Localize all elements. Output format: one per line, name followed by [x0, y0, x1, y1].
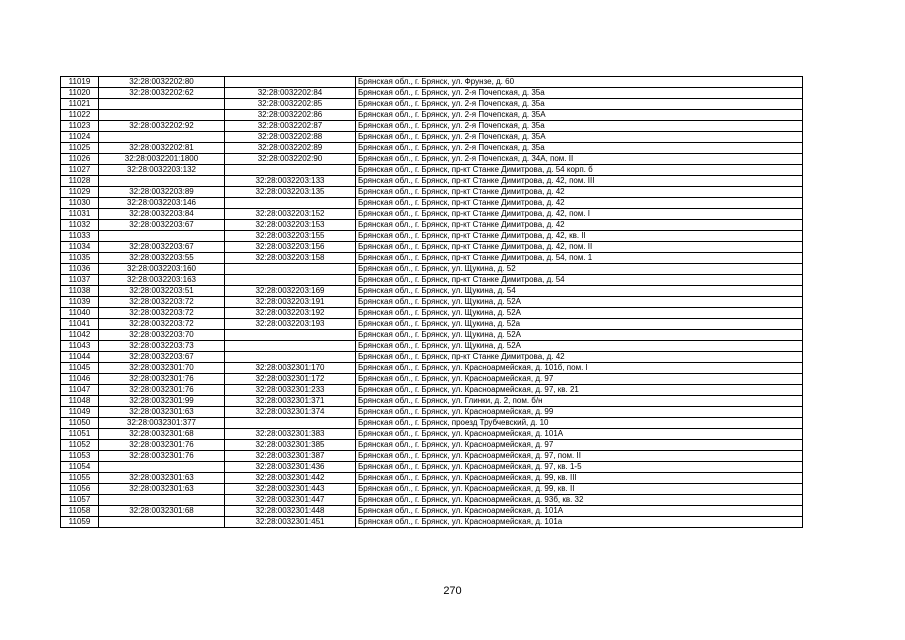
- table-row: [61, 110, 803, 121]
- object-cadastral-number-cell: 32:28:0032203:158: [225, 253, 356, 264]
- row-number-cell: 11042: [61, 330, 99, 341]
- register-table-body: [61, 77, 803, 528]
- row-number-cell: 11055: [61, 473, 99, 484]
- table-row: [61, 132, 803, 143]
- address-cell: Брянская обл., г. Брянск, ул. 2-я Почепская, д. 35а: [356, 121, 803, 132]
- row-number-cell: 11033: [61, 231, 99, 242]
- address-cell: Брянская обл., г. Брянск, ул. Глинки, д. 2, пом. б/н: [356, 396, 803, 407]
- object-cadastral-number-cell: 32:28:0032301:374: [225, 407, 356, 418]
- object-cadastral-number-cell: 32:28:0032202:87: [225, 121, 356, 132]
- object-cadastral-number-cell: 32:28:0032202:88: [225, 132, 356, 143]
- row-number-cell: 11022: [61, 110, 99, 121]
- parent-cadastral-number-cell: 32:28:0032203:55: [99, 253, 225, 264]
- parent-cadastral-number-cell: 32:28:0032203:67: [99, 242, 225, 253]
- parent-cadastral-number-cell: 32:28:0032203:72: [99, 297, 225, 308]
- parent-cadastral-number-cell: 32:28:0032301:76: [99, 385, 225, 396]
- object-cadastral-number-cell: 32:28:0032301:385: [225, 440, 356, 451]
- object-cadastral-number-cell: 32:28:0032203:135: [225, 187, 356, 198]
- row-number-cell: 11059: [61, 517, 99, 528]
- row-number-cell: 11054: [61, 462, 99, 473]
- address-cell: Брянская обл., г. Брянск, ул. Щукина, д. 52А: [356, 341, 803, 352]
- parent-cadastral-number-cell: 32:28:0032202:62: [99, 88, 225, 99]
- table-row: [61, 176, 803, 187]
- row-number-cell: 11044: [61, 352, 99, 363]
- object-cadastral-number-cell: 32:28:0032301:442: [225, 473, 356, 484]
- object-cadastral-number-cell: 32:28:0032202:85: [225, 99, 356, 110]
- parent-cadastral-number-cell: [99, 99, 225, 110]
- parent-cadastral-number-cell: 32:28:0032203:67: [99, 220, 225, 231]
- object-cadastral-number-cell: 32:28:0032203:133: [225, 176, 356, 187]
- object-cadastral-number-cell: 32:28:0032202:90: [225, 154, 356, 165]
- row-number-cell: 11058: [61, 506, 99, 517]
- object-cadastral-number-cell: [225, 330, 356, 341]
- table-row: [61, 407, 803, 418]
- parent-cadastral-number-cell: 32:28:0032203:84: [99, 209, 225, 220]
- parent-cadastral-number-cell: 32:28:0032201:1800: [99, 154, 225, 165]
- address-cell: Брянская обл., г. Брянск, ул. Красноармейская, д. 97, пом. II: [356, 451, 803, 462]
- object-cadastral-number-cell: 32:28:0032301:172: [225, 374, 356, 385]
- address-cell: Брянская обл., г. Брянск, пр-кт Станке Димитрова, д. 42, кв. II: [356, 231, 803, 242]
- row-number-cell: 11031: [61, 209, 99, 220]
- row-number-cell: 11051: [61, 429, 99, 440]
- row-number-cell: 11041: [61, 319, 99, 330]
- address-cell: Брянская обл., г. Брянск, ул. 2-я Почепская, д. 35А: [356, 110, 803, 121]
- table-row: [61, 286, 803, 297]
- page-number: 270: [443, 585, 462, 597]
- row-number-cell: 11027: [61, 165, 99, 176]
- parent-cadastral-number-cell: 32:28:0032301:76: [99, 440, 225, 451]
- address-cell: Брянская обл., г. Брянск, ул. Щукина, д. 52А: [356, 308, 803, 319]
- table-row: [61, 264, 803, 275]
- row-number-cell: 11019: [61, 77, 99, 88]
- table-row: [61, 154, 803, 165]
- parent-cadastral-number-cell: 32:28:0032203:73: [99, 341, 225, 352]
- address-cell: Брянская обл., г. Брянск, ул. Красноармейская, д. 97, кв. 21: [356, 385, 803, 396]
- parent-cadastral-number-cell: [99, 132, 225, 143]
- row-number-cell: 11053: [61, 451, 99, 462]
- table-row: [61, 308, 803, 319]
- object-cadastral-number-cell: [225, 77, 356, 88]
- object-cadastral-number-cell: [225, 418, 356, 429]
- parent-cadastral-number-cell: [99, 462, 225, 473]
- row-number-cell: 11049: [61, 407, 99, 418]
- address-cell: Брянская обл., г. Брянск, ул. 2-я Почепская, д. 35а: [356, 143, 803, 154]
- object-cadastral-number-cell: [225, 165, 356, 176]
- address-cell: Брянская обл., г. Брянск, ул. Красноармейская, д. 101б, пом. I: [356, 363, 803, 374]
- object-cadastral-number-cell: [225, 198, 356, 209]
- table-row: [61, 77, 803, 88]
- address-cell: Брянская обл., г. Брянск, пр-кт Станке Димитрова, д. 54 корп. б: [356, 165, 803, 176]
- address-cell: Брянская обл., г. Брянск, ул. Красноармейская, д. 97: [356, 374, 803, 385]
- row-number-cell: 11056: [61, 484, 99, 495]
- row-number-cell: 11025: [61, 143, 99, 154]
- address-cell: Брянская обл., г. Брянск, ул. Красноармейская, д. 97: [356, 440, 803, 451]
- parent-cadastral-number-cell: 32:28:0032301:63: [99, 407, 225, 418]
- row-number-cell: 11048: [61, 396, 99, 407]
- object-cadastral-number-cell: 32:28:0032301:383: [225, 429, 356, 440]
- table-row: [61, 165, 803, 176]
- row-number-cell: 11039: [61, 297, 99, 308]
- object-cadastral-number-cell: 32:28:0032203:169: [225, 286, 356, 297]
- table-row: [61, 363, 803, 374]
- address-cell: Брянская обл., г. Брянск, пр-кт Станке Димитрова, д. 54, пом. 1: [356, 253, 803, 264]
- row-number-cell: 11034: [61, 242, 99, 253]
- address-cell: Брянская обл., г. Брянск, ул. Красноармейская, д. 99: [356, 407, 803, 418]
- table-row: [61, 341, 803, 352]
- object-cadastral-number-cell: 32:28:0032203:155: [225, 231, 356, 242]
- table-row: [61, 517, 803, 528]
- parent-cadastral-number-cell: 32:28:0032301:76: [99, 374, 225, 385]
- table-row: [61, 88, 803, 99]
- address-cell: Брянская обл., г. Брянск, ул. Красноармейская, д. 99, кв. III: [356, 473, 803, 484]
- parent-cadastral-number-cell: 32:28:0032203:67: [99, 352, 225, 363]
- row-number-cell: 11029: [61, 187, 99, 198]
- parent-cadastral-number-cell: 32:28:0032203:51: [99, 286, 225, 297]
- object-cadastral-number-cell: 32:28:0032203:192: [225, 308, 356, 319]
- object-cadastral-number-cell: [225, 275, 356, 286]
- parent-cadastral-number-cell: 32:28:0032202:92: [99, 121, 225, 132]
- object-cadastral-number-cell: 32:28:0032203:156: [225, 242, 356, 253]
- table-row: [61, 121, 803, 132]
- table-row: [61, 231, 803, 242]
- table-row: [61, 473, 803, 484]
- table-row: [61, 484, 803, 495]
- parent-cadastral-number-cell: 32:28:0032203:160: [99, 264, 225, 275]
- address-cell: Брянская обл., г. Брянск, пр-кт Станке Димитрова, д. 42, пом. III: [356, 176, 803, 187]
- parent-cadastral-number-cell: 32:28:0032301:76: [99, 451, 225, 462]
- row-number-cell: 11028: [61, 176, 99, 187]
- table-row: [61, 418, 803, 429]
- parent-cadastral-number-cell: 32:28:0032202:81: [99, 143, 225, 154]
- address-cell: Брянская обл., г. Брянск, пр-кт Станке Димитрова, д. 42: [356, 187, 803, 198]
- address-cell: Брянская обл., г. Брянск, ул. 2-я Почепская, д. 35А: [356, 132, 803, 143]
- parent-cadastral-number-cell: 32:28:0032301:377: [99, 418, 225, 429]
- row-number-cell: 11050: [61, 418, 99, 429]
- table-row: [61, 495, 803, 506]
- address-cell: Брянская обл., г. Брянск, ул. Щукина, д. 52: [356, 264, 803, 275]
- row-number-cell: 11037: [61, 275, 99, 286]
- address-cell: Брянская обл., г. Брянск, ул. Щукина, д. 52а: [356, 319, 803, 330]
- address-cell: Брянская обл., г. Брянск, пр-кт Станке Димитрова, д. 42, пом. I: [356, 209, 803, 220]
- parent-cadastral-number-cell: [99, 517, 225, 528]
- row-number-cell: 11045: [61, 363, 99, 374]
- object-cadastral-number-cell: 32:28:0032301:443: [225, 484, 356, 495]
- object-cadastral-number-cell: 32:28:0032203:193: [225, 319, 356, 330]
- table-row: [61, 198, 803, 209]
- address-cell: Брянская обл., г. Брянск, пр-кт Станке Димитрова, д. 42, пом. II: [356, 242, 803, 253]
- parent-cadastral-number-cell: 32:28:0032301:63: [99, 473, 225, 484]
- address-cell: Брянская обл., г. Брянск, ул. Щукина, д. 54: [356, 286, 803, 297]
- table-row: [61, 352, 803, 363]
- parent-cadastral-number-cell: 32:28:0032202:80: [99, 77, 225, 88]
- table-row: [61, 506, 803, 517]
- object-cadastral-number-cell: 32:28:0032301:170: [225, 363, 356, 374]
- parent-cadastral-number-cell: 32:28:0032203:72: [99, 308, 225, 319]
- table-row: [61, 385, 803, 396]
- table-row: [61, 187, 803, 198]
- address-cell: Брянская обл., г. Брянск, ул. Красноармейская, д. 99, кв. II: [356, 484, 803, 495]
- row-number-cell: 11020: [61, 88, 99, 99]
- row-number-cell: 11032: [61, 220, 99, 231]
- row-number-cell: 11043: [61, 341, 99, 352]
- table-row: [61, 143, 803, 154]
- row-number-cell: 11023: [61, 121, 99, 132]
- parent-cadastral-number-cell: 32:28:0032301:70: [99, 363, 225, 374]
- object-cadastral-number-cell: 32:28:0032301:371: [225, 396, 356, 407]
- parent-cadastral-number-cell: 32:28:0032301:68: [99, 429, 225, 440]
- table-row: [61, 374, 803, 385]
- table-row: [61, 396, 803, 407]
- address-cell: Брянская обл., г. Брянск, ул. Щукина, д. 52А: [356, 297, 803, 308]
- row-number-cell: 11026: [61, 154, 99, 165]
- address-cell: Брянская обл., г. Брянск, пр-кт Станке Димитрова, д. 42: [356, 352, 803, 363]
- table-row: [61, 451, 803, 462]
- address-cell: Брянская обл., г. Брянск, ул. 2-я Почепская, д. 34А, пом. II: [356, 154, 803, 165]
- object-cadastral-number-cell: 32:28:0032301:387: [225, 451, 356, 462]
- parent-cadastral-number-cell: 32:28:0032203:89: [99, 187, 225, 198]
- table-row: [61, 242, 803, 253]
- row-number-cell: 11035: [61, 253, 99, 264]
- address-cell: Брянская обл., г. Брянск, проезд Трубчевский, д. 10: [356, 418, 803, 429]
- object-cadastral-number-cell: 32:28:0032203:152: [225, 209, 356, 220]
- address-cell: Брянская обл., г. Брянск, ул. Красноармейская, д. 101А: [356, 429, 803, 440]
- table-row: [61, 220, 803, 231]
- row-number-cell: 11052: [61, 440, 99, 451]
- row-number-cell: 11021: [61, 99, 99, 110]
- object-cadastral-number-cell: 32:28:0032203:153: [225, 220, 356, 231]
- address-cell: Брянская обл., г. Брянск, ул. Красноармейская, д. 101а: [356, 517, 803, 528]
- parent-cadastral-number-cell: 32:28:0032203:163: [99, 275, 225, 286]
- row-number-cell: 11046: [61, 374, 99, 385]
- object-cadastral-number-cell: [225, 352, 356, 363]
- cadastral-register-table: [60, 76, 803, 528]
- row-number-cell: 11047: [61, 385, 99, 396]
- object-cadastral-number-cell: 32:28:0032202:86: [225, 110, 356, 121]
- parent-cadastral-number-cell: [99, 495, 225, 506]
- address-cell: Брянская обл., г. Брянск, ул. Красноармейская, д. 93б, кв. 32: [356, 495, 803, 506]
- address-cell: Брянская обл., г. Брянск, пр-кт Станке Димитрова, д. 42: [356, 220, 803, 231]
- parent-cadastral-number-cell: 32:28:0032203:132: [99, 165, 225, 176]
- address-cell: Брянская обл., г. Брянск, пр-кт Станке Димитрова, д. 42: [356, 198, 803, 209]
- parent-cadastral-number-cell: [99, 110, 225, 121]
- parent-cadastral-number-cell: 32:28:0032203:70: [99, 330, 225, 341]
- row-number-cell: 11030: [61, 198, 99, 209]
- address-cell: Брянская обл., г. Брянск, ул. 2-я Почепская, д. 35а: [356, 99, 803, 110]
- parent-cadastral-number-cell: 32:28:0032301:99: [99, 396, 225, 407]
- object-cadastral-number-cell: 32:28:0032301:233: [225, 385, 356, 396]
- address-cell: Брянская обл., г. Брянск, ул. Красноармейская, д. 97, кв. 1-5: [356, 462, 803, 473]
- table-row: [61, 330, 803, 341]
- address-cell: Брянская обл., г. Брянск, ул. 2-я Почепская, д. 35а: [356, 88, 803, 99]
- table-row: [61, 462, 803, 473]
- address-cell: Брянская обл., г. Брянск, ул. Красноармейская, д. 101А: [356, 506, 803, 517]
- table-row: [61, 253, 803, 264]
- object-cadastral-number-cell: 32:28:0032301:436: [225, 462, 356, 473]
- parent-cadastral-number-cell: 32:28:0032203:146: [99, 198, 225, 209]
- object-cadastral-number-cell: [225, 341, 356, 352]
- object-cadastral-number-cell: 32:28:0032301:451: [225, 517, 356, 528]
- table-row: [61, 275, 803, 286]
- row-number-cell: 11040: [61, 308, 99, 319]
- address-cell: Брянская обл., г. Брянск, ул. Фрунзе, д. 60: [356, 77, 803, 88]
- parent-cadastral-number-cell: 32:28:0032301:63: [99, 484, 225, 495]
- table-row: [61, 99, 803, 110]
- table-row: [61, 429, 803, 440]
- object-cadastral-number-cell: [225, 264, 356, 275]
- table-row: [61, 440, 803, 451]
- row-number-cell: 11024: [61, 132, 99, 143]
- object-cadastral-number-cell: 32:28:0032202:89: [225, 143, 356, 154]
- table-row: [61, 297, 803, 308]
- table-row: [61, 209, 803, 220]
- parent-cadastral-number-cell: [99, 231, 225, 242]
- table-row: [61, 319, 803, 330]
- parent-cadastral-number-cell: 32:28:0032203:72: [99, 319, 225, 330]
- address-cell: Брянская обл., г. Брянск, ул. Щукина, д. 52А: [356, 330, 803, 341]
- parent-cadastral-number-cell: 32:28:0032301:68: [99, 506, 225, 517]
- row-number-cell: 11038: [61, 286, 99, 297]
- row-number-cell: 11057: [61, 495, 99, 506]
- object-cadastral-number-cell: 32:28:0032203:191: [225, 297, 356, 308]
- object-cadastral-number-cell: 32:28:0032202:84: [225, 88, 356, 99]
- object-cadastral-number-cell: 32:28:0032301:447: [225, 495, 356, 506]
- object-cadastral-number-cell: 32:28:0032301:448: [225, 506, 356, 517]
- address-cell: Брянская обл., г. Брянск, пр-кт Станке Димитрова, д. 54: [356, 275, 803, 286]
- row-number-cell: 11036: [61, 264, 99, 275]
- parent-cadastral-number-cell: [99, 176, 225, 187]
